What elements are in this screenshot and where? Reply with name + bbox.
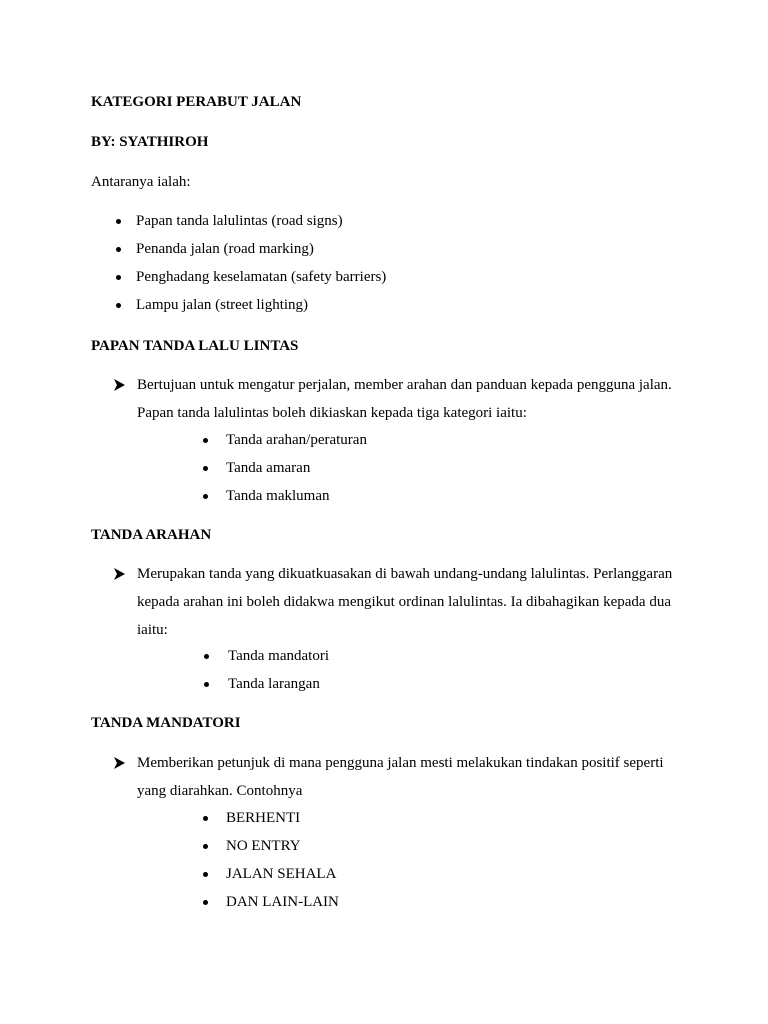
section-heading-mandatori: TANDA MANDATORI: [91, 715, 241, 731]
list-item: Penanda jalan (road marking): [136, 241, 314, 257]
paragraph-line: Memberikan petunjuk di mana pengguna jalan mesti melakukan tindakan positif seperti: [137, 755, 664, 771]
list-item: Tanda larangan: [228, 676, 320, 692]
list-item: NO ENTRY: [226, 838, 301, 854]
section-heading-papan: PAPAN TANDA LALU LINTAS: [91, 338, 299, 354]
bullet-icon: [203, 466, 208, 471]
list-item: Tanda mandatori: [228, 648, 329, 664]
bullet-icon: [203, 438, 208, 443]
bullet-icon: [203, 872, 208, 877]
list-item: Tanda arahan/peraturan: [226, 432, 367, 448]
list-item: Tanda amaran: [226, 460, 311, 476]
arrow-bullet-icon: [113, 756, 126, 770]
paragraph-line: kepada arahan ini boleh didakwa mengikut ordinan lalulintas. Ia dibahagikan kepada dua: [137, 594, 671, 610]
bullet-icon: [203, 494, 208, 499]
paragraph-line: Papan tanda lalulintas boleh dikiaskan kepada tiga kategori iaitu:: [137, 405, 527, 421]
list-item: Lampu jalan (street lighting): [136, 297, 309, 313]
bullet-icon: [204, 654, 209, 659]
list-item: JALAN SEHALA: [226, 866, 337, 882]
bullet-icon: [203, 844, 208, 849]
section-heading-arahan: TANDA ARAHAN: [91, 527, 212, 543]
intro-text: Antaranya ialah:: [91, 174, 191, 190]
list-item: Papan tanda lalulintas (road signs): [136, 213, 343, 229]
author-line: BY: SYATHIROH: [91, 134, 209, 150]
list-item: Penghadang keselamatan (safety barriers): [136, 269, 387, 285]
paragraph-line: Bertujuan untuk mengatur perjalan, member arahan dan panduan kepada pengguna jalan.: [137, 377, 672, 393]
list-item: Tanda makluman: [226, 488, 330, 504]
bullet-icon: [116, 303, 121, 308]
list-item: DAN LAIN-LAIN: [226, 894, 339, 910]
list-item: BERHENTI: [226, 810, 301, 826]
document-title: KATEGORI PERABUT JALAN: [91, 94, 302, 110]
arrow-bullet-icon: [113, 567, 126, 581]
bullet-icon: [203, 900, 208, 905]
arrow-bullet-icon: [113, 378, 126, 392]
bullet-icon: [116, 219, 121, 224]
paragraph-line: iaitu:: [137, 622, 168, 638]
bullet-icon: [204, 682, 209, 687]
paragraph-line: Merupakan tanda yang dikuatkuasakan di bawah undang-undang lalulintas. Perlanggaran: [137, 566, 673, 582]
bullet-icon: [116, 247, 121, 252]
bullet-icon: [203, 816, 208, 821]
paragraph-line: yang diarahkan. Contohnya: [137, 783, 303, 799]
bullet-icon: [116, 275, 121, 280]
